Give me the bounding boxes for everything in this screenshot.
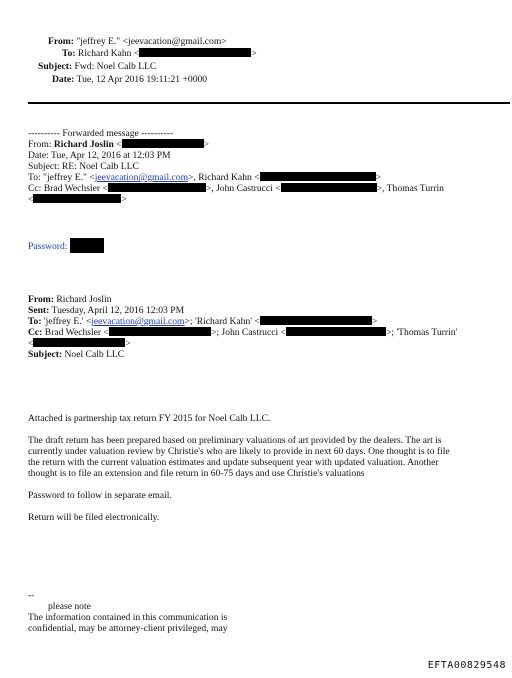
forwarded-cc-mid2: >, Thomas Turrin [376,183,444,194]
redaction-box [70,238,104,253]
forwarded-cc-mid1: >, John Castrucci < [205,183,281,194]
quoted-cc-mid1: >; John Castrucci < [210,327,286,338]
quoted-to-label: To: [28,316,42,327]
header-to-value: Richard Kahn < [77,48,140,59]
forwarded-to-mid: >, Richard Kahn < [188,172,260,183]
forwarded-from-close: > [203,139,210,150]
forwarded-date: Date: Tue, Apr 12, 2016 at 12:03 PM [28,150,171,161]
redaction-box [108,183,206,192]
header-date-value: Tue, 12 Apr 2016 19:11:21 +0000 [76,74,208,85]
document-id: EFTA00829548 [427,660,506,671]
quoted-cc-line [28,327,457,338]
quoted-from-value: Richard Joslin [53,294,112,305]
quoted-from-line [28,294,112,305]
header-subject-value: Fwd: Noel Calb LLC [74,61,157,72]
header-from-label: From: [48,36,74,47]
header-to-end: > [251,48,257,59]
forwarded-to-prefix: To: "jeffrey E." < [28,172,95,183]
disclaimer-line-1: The information contained in this communication is [28,612,228,623]
quoted-cc-cont-open: < [28,338,34,349]
quoted-sent-line [28,305,184,316]
quoted-subject-label: Subject: [28,349,63,360]
body-paragraph-2-line-4: thought is to file an extension and file return in 60-75 days and use Christie's valuations [28,468,365,479]
header-from-value: "jeffrey E." <jeevacation@gmail.com> [76,36,227,47]
header-to-label: To: [62,48,76,59]
forwarded-divider: ---------- Forwarded message ---------- [28,128,174,139]
redaction-box [33,194,121,203]
quoted-to-close: > [371,316,378,327]
quoted-to-email-link[interactable]: jeevacation@gmail.com [91,316,185,327]
header-date-label: Date: [52,74,75,85]
quoted-subject-value: Noel Calb LLC [62,349,125,360]
forwarded-from-line [28,139,209,150]
header-subject-line [38,61,156,72]
header-date-line [52,74,207,85]
quoted-cc-label: Cc: [28,327,43,338]
disclaimer-line-2: confidential, may be attorney-client privileged, may [28,623,228,634]
quoted-cc-cont-close: > [125,338,131,349]
quoted-to-value: 'jeffrey E.' < [41,316,92,327]
quoted-to-mid: >; 'Richard Kahn' < [184,316,260,327]
body-paragraph-2-line-3: the return with the current valuation estimates and update subsequent year with updated valuation. Another [28,457,439,468]
signature-note: please note [48,601,91,612]
forwarded-cc-cont-open: < [28,194,34,205]
redaction-box [139,48,251,57]
body-paragraph-2-line-2: currently under valuation review by Christie's who are likely to provide in next 60 days. One thought is to file [28,446,450,457]
header-from-line [48,36,227,47]
forwarded-to-email-link[interactable]: jeevacation@gmail.com [94,172,189,183]
header-subject-label: Subject: [38,61,73,72]
quoted-cc-value: Brad Wechsler < [42,327,109,338]
redaction-box [260,316,372,325]
forwarded-cc-cont-close: > [121,194,127,205]
forwarded-from-name: Richard Joslin [53,139,114,150]
body-paragraph-2-line-1: The draft return has been prepared based on preliminary valuations of art provided by the dealers. The art is [28,435,442,446]
forwarded-from-open: < [113,139,122,150]
quoted-cc-mid2: >; 'Thomas Turrin' [385,327,458,338]
redaction-box [260,172,376,181]
quoted-from-label: From: [28,294,54,305]
forwarded-cc-cont-line [28,194,127,205]
quoted-subject-line [28,349,124,360]
header-divider [28,102,510,104]
body-paragraph-4: Return will be filed electronically. [28,512,160,523]
forwarded-to-close: > [375,172,382,183]
redaction-box [281,183,377,192]
redaction-box [109,327,211,336]
forwarded-cc-line [28,183,444,194]
password-label: Password: [28,241,68,252]
forwarded-subject: Subject: RE: Noel Calb LLC [28,161,139,172]
header-to-line [62,48,257,59]
redaction-box [33,338,125,347]
redaction-box [286,327,386,336]
forwarded-to-line [28,172,381,183]
password-line [28,238,104,253]
redaction-box [122,139,204,148]
quoted-cc-cont-line [28,338,131,349]
body-paragraph-1: Attached is partnership tax return FY 2015 for Noel Calb LLC. [28,413,271,424]
forwarded-cc-prefix: Cc: Brad Wechsler < [28,183,108,194]
forwarded-from-prefix: From: [28,139,54,150]
signature-dash: -- [28,590,35,601]
quoted-sent-label: Sent: [28,305,50,316]
body-paragraph-3: Password to follow in separate email. [28,490,172,501]
quoted-sent-value: Tuesday, April 12, 2016 12:03 PM [49,305,185,316]
quoted-to-line [28,316,377,327]
